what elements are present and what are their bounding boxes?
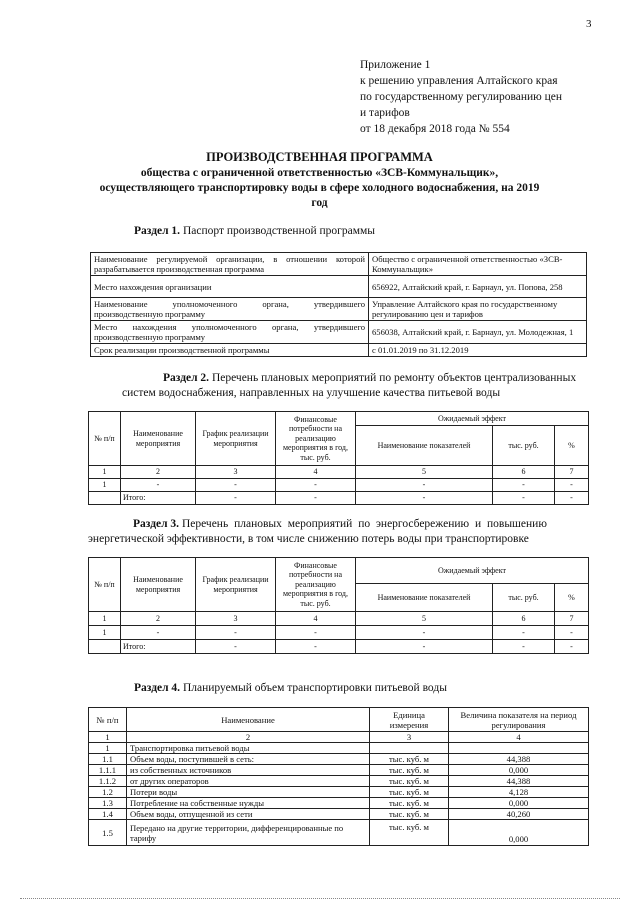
section1-text: Паспорт производственной программы (182, 225, 376, 237)
row-name: Потребление на собственные нужды (127, 798, 370, 809)
appendix-line: от 18 декабря 2018 года № 554 (360, 123, 510, 135)
appendix-line: по государственному регулированию цен (360, 91, 563, 103)
section4-label: Раздел 4. (134, 682, 181, 694)
row-unit: тыс. куб. м (370, 787, 449, 798)
col-header: № п/п (89, 708, 127, 732)
table-cell: - (196, 492, 276, 505)
passport-key: Место нахождения организации (91, 276, 369, 298)
col-header: Наименование (127, 708, 370, 732)
table-cell: 2 (121, 612, 196, 626)
table-cell: - (276, 640, 356, 654)
table-row (89, 466, 589, 479)
row-name: Объем воды, поступившей в сеть: (127, 754, 370, 765)
table-row (89, 743, 589, 754)
passport-key: Срок реализации производственной программы (91, 344, 369, 357)
section2-text-line2: систем водоснабжения, направленных на улучшение качества питьевой воды (122, 387, 501, 399)
col-header: Наименование мероприятия (121, 412, 196, 466)
table-cell: 3 (370, 732, 449, 743)
page-bottom-edge (20, 898, 620, 899)
appendix-block (360, 57, 562, 137)
col-header: № п/п (89, 558, 121, 612)
table-header-row (89, 558, 589, 584)
table-header-row (89, 412, 589, 426)
passport-value: 656038, Алтайский край, г. Барнаул, ул. Молодежная, 1 (369, 321, 587, 344)
table-cell: 6 (493, 466, 555, 479)
table-cell: Итого: (121, 640, 196, 654)
table-row (89, 787, 589, 798)
row-value: 40,260 (449, 809, 589, 820)
table-total-row (89, 492, 589, 505)
row-name: Объем воды, отпущенной из сети (127, 809, 370, 820)
col-header: График реализации мероприятия (196, 412, 276, 466)
row-number: 1.5 (89, 820, 127, 846)
table-row (89, 776, 589, 787)
col-header: тыс. руб. (493, 426, 555, 466)
col-header: Наименование мероприятия (121, 558, 196, 612)
table-row (91, 321, 587, 344)
table-cell: 4 (449, 732, 589, 743)
section3-text: Перечень плановых мероприятий по энергосбережению и повышению (181, 518, 547, 530)
table-cell: - (276, 479, 356, 492)
appendix-line: Приложение 1 (360, 59, 431, 71)
section2-label: Раздел 2. (163, 372, 210, 384)
row-value: 0,000 (449, 798, 589, 809)
section2-text: Перечень плановых мероприятий по ремонту объектов централизованных (211, 372, 577, 384)
row-unit: тыс. куб. м (370, 765, 449, 776)
col-header: % (555, 584, 589, 612)
row-unit: тыс. куб. м (370, 820, 449, 846)
table-row (91, 298, 587, 321)
passport-key: Наименование регулируемой организации, в отношении которой разрабатывается производственная программа (91, 253, 369, 276)
section3-text-line2: энергетической эффективности, в том числе снижению потерь воды при транспортировке (88, 533, 529, 545)
table-row (89, 765, 589, 776)
table-header-row (89, 708, 589, 732)
table-cell: 2 (127, 732, 370, 743)
appendix-line: и тарифов (360, 107, 410, 119)
table-cell: - (493, 492, 555, 505)
row-unit (370, 743, 449, 754)
table-cell: - (555, 492, 589, 505)
col-header: Единица измерения (370, 708, 449, 732)
section3-heading (133, 518, 547, 530)
subtitle-line: осуществляющего транспортировку воды в сфере холодного водоснабжения, на 2019 (99, 182, 540, 194)
row-number: 1 (89, 743, 127, 754)
table-cell: 1 (89, 479, 121, 492)
row-number: 1.3 (89, 798, 127, 809)
table-cell: - (356, 492, 493, 505)
table-row (89, 809, 589, 820)
table-row (91, 253, 587, 276)
col-header: Наименование показателей (356, 426, 493, 466)
table-row (89, 820, 589, 846)
section2-heading (163, 372, 576, 384)
table-cell: - (121, 626, 196, 640)
table-row (89, 626, 589, 640)
col-header: Наименование показателей (356, 584, 493, 612)
row-value: 44,388 (449, 776, 589, 787)
passport-table (90, 252, 587, 357)
row-number: 1.4 (89, 809, 127, 820)
row-unit: тыс. куб. м (370, 754, 449, 765)
table-cell: 4 (276, 466, 356, 479)
passport-value: 656922, Алтайский край, г. Барнаул, ул. Попова, 258 (369, 276, 587, 298)
row-unit: тыс. куб. м (370, 798, 449, 809)
row-value: 44,388 (449, 754, 589, 765)
table-cell: - (356, 479, 493, 492)
section3-table (88, 557, 589, 654)
section1-label: Раздел 1. (134, 225, 181, 237)
table-cell: Итого: (121, 492, 196, 505)
passport-value: Общество с ограниченной ответственностью «ЗСВ-Коммунальщик» (369, 253, 587, 276)
table-cell: 1 (89, 732, 127, 743)
row-name: из собственных источников (127, 765, 370, 776)
row-value: 0,000 (449, 820, 589, 846)
passport-key: Место нахождения уполномоченного органа, утвердившего производственную программу (91, 321, 369, 344)
table-cell: - (121, 479, 196, 492)
table-total-row (89, 640, 589, 654)
col-header: График реализации мероприятия (196, 558, 276, 612)
table-cell: - (276, 492, 356, 505)
col-header: тыс. руб. (493, 584, 555, 612)
col-header: % (555, 426, 589, 466)
table-cell: - (356, 640, 493, 654)
table-cell: 6 (493, 612, 555, 626)
col-header: № п/п (89, 412, 121, 466)
section3-label: Раздел 3. (133, 518, 180, 530)
row-number: 1.1.2 (89, 776, 127, 787)
table-row (89, 479, 589, 492)
section4-table (88, 707, 589, 846)
row-name: Транспортировка питьевой воды (127, 743, 370, 754)
row-value (449, 743, 589, 754)
passport-value: Управление Алтайского края по государственному регулированию цен и тарифов (369, 298, 587, 321)
document-title: ПРОИЗВОДСТВЕННАЯ ПРОГРАММА (206, 150, 433, 164)
table-cell: 2 (121, 466, 196, 479)
col-header: Величина показателя на период регулирования (449, 708, 589, 732)
row-number: 1.1.1 (89, 765, 127, 776)
table-row (89, 754, 589, 765)
col-header: Финансовые потребности на реализацию мероприятия в год, тыс. руб. (276, 558, 356, 612)
row-number: 1.1 (89, 754, 127, 765)
table-cell: 1 (89, 612, 121, 626)
table-row (89, 612, 589, 626)
row-value: 4,128 (449, 787, 589, 798)
section4-text: Планируемый объем транспортировки питьевой воды (182, 682, 447, 694)
appendix-line: к решению управления Алтайского края (360, 75, 558, 87)
row-unit: тыс. куб. м (370, 776, 449, 787)
row-value: 0,000 (449, 765, 589, 776)
table-row (89, 732, 589, 743)
row-name: Потери воды (127, 787, 370, 798)
page-number: 3 (586, 18, 592, 30)
passport-key: Наименование уполномоченного органа, утвердившего производственную программу (91, 298, 369, 321)
table-cell: 7 (555, 466, 589, 479)
table-cell (89, 492, 121, 505)
row-unit: тыс. куб. м (370, 809, 449, 820)
table-cell: - (196, 479, 276, 492)
table-cell: - (276, 626, 356, 640)
row-name: Передано на другие территории, дифференцированные по тарифу (127, 820, 370, 846)
row-number: 1.2 (89, 787, 127, 798)
table-row (91, 344, 587, 357)
table-cell: 1 (89, 626, 121, 640)
table-cell: - (555, 640, 589, 654)
col-header: Финансовые потребности на реализацию мероприятия в год, тыс. руб. (276, 412, 356, 466)
section2-table (88, 411, 589, 505)
table-cell: - (196, 626, 276, 640)
subtitle-line: год (311, 197, 328, 209)
table-row (89, 798, 589, 809)
subtitle-line: общества с ограниченной ответственностью «ЗСВ-Коммунальщик», (140, 167, 499, 179)
table-cell: 7 (555, 612, 589, 626)
section4-heading (134, 682, 447, 694)
table-cell: - (493, 640, 555, 654)
table-cell: 5 (356, 612, 493, 626)
table-cell: - (493, 479, 555, 492)
table-cell: - (555, 479, 589, 492)
row-name: от других операторов (127, 776, 370, 787)
table-cell: - (555, 626, 589, 640)
table-cell (89, 640, 121, 654)
section1-heading (134, 225, 375, 237)
document-subtitle (60, 166, 579, 211)
table-cell: 3 (196, 612, 276, 626)
table-cell: - (493, 626, 555, 640)
table-cell: 1 (89, 466, 121, 479)
table-row (91, 276, 587, 298)
table-cell: 3 (196, 466, 276, 479)
table-cell: - (356, 626, 493, 640)
col-header: Ожидаемый эффект (356, 558, 589, 584)
table-cell: 5 (356, 466, 493, 479)
passport-value: с 01.01.2019 по 31.12.2019 (369, 344, 587, 357)
table-cell: 4 (276, 612, 356, 626)
col-header: Ожидаемый эффект (356, 412, 589, 426)
table-cell: - (196, 640, 276, 654)
